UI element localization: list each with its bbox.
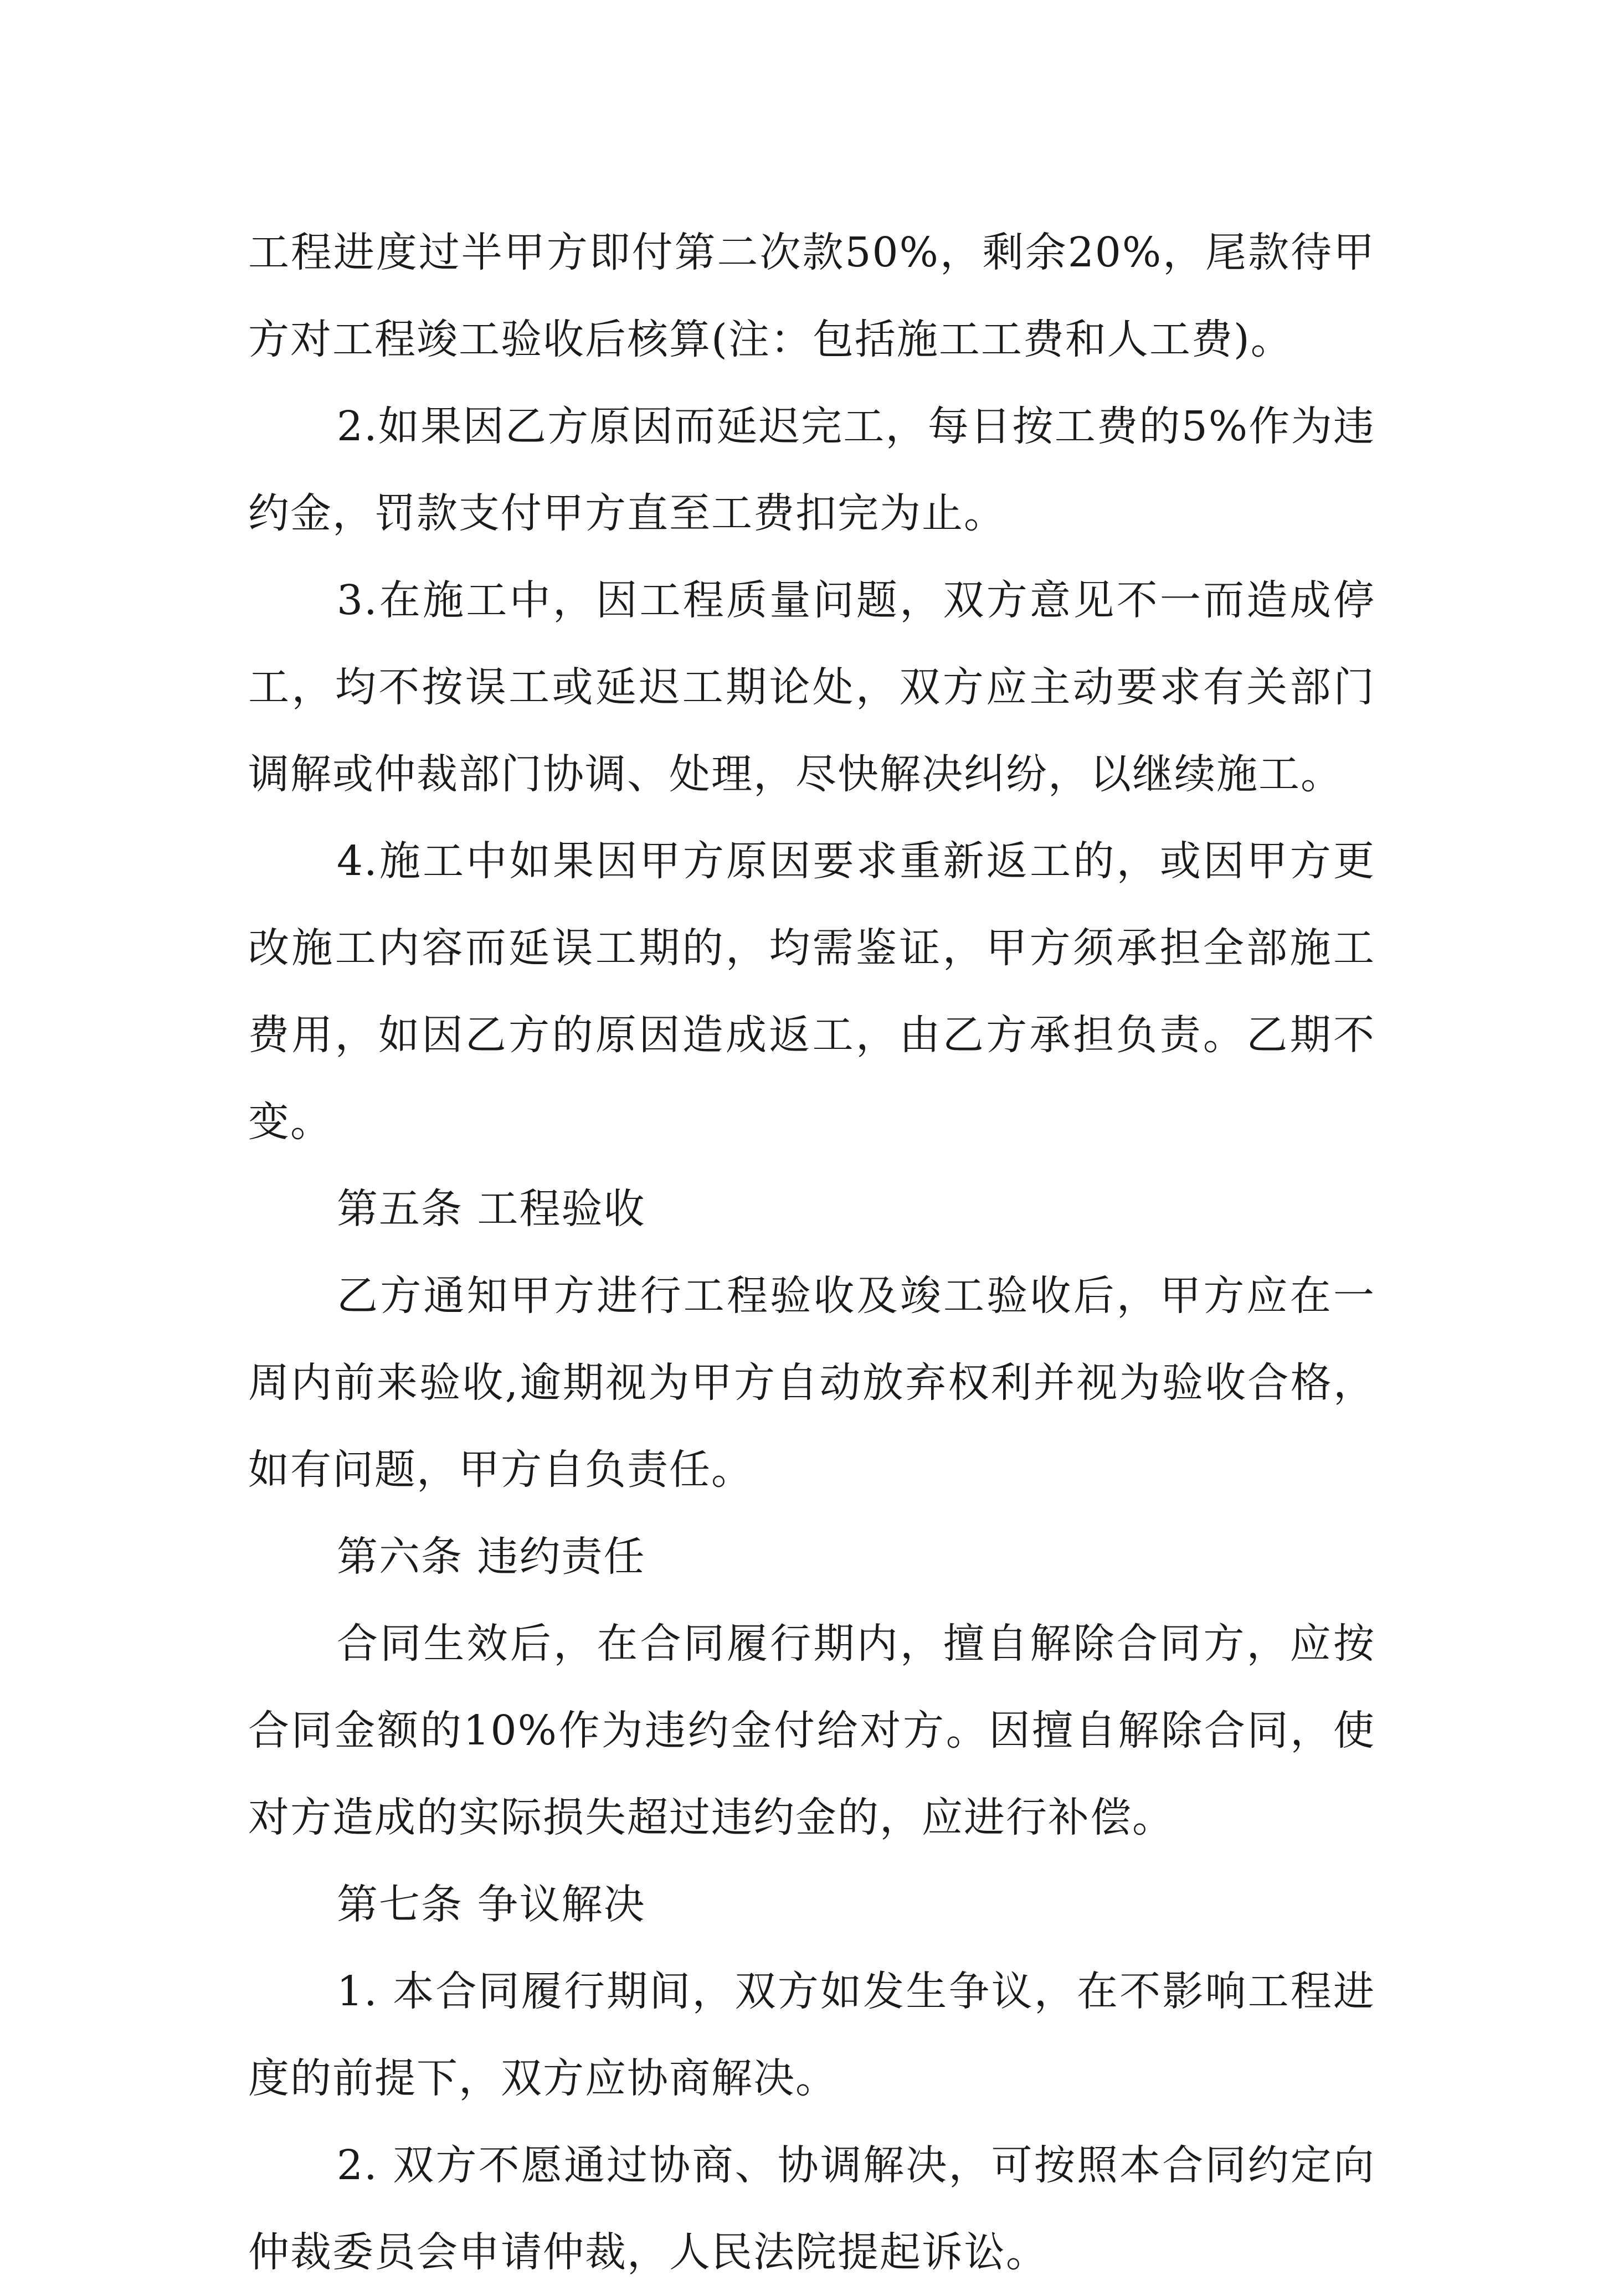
- paragraph-breach: 合同生效后，在合同履行期内，擅自解除合同方，应按合同金额的10%作为违约金付给对方。因擅自解除合同，使对方造成的实际损失超过违约金的，应进行补偿。: [248, 1620, 1375, 1841]
- paragraph-quality-dispute: 3.在施工中，因工程质量问题，双方意见不一而造成停工，均不按误工或延迟工期论处，双方应主动要求有关部门调解或仲裁部门协调、处理，尽快解决纠纷，以继续施工。: [248, 576, 1375, 798]
- document-body: [248, 209, 1375, 2296]
- paragraph-dispute-arbitration: 2. 双方不愿通过协商、协调解决，可按照本合同约定向仲裁委员会申请仲裁，人民法院提起诉讼。: [248, 2141, 1375, 2276]
- heading-article-5: 第五条 工程验收: [337, 1185, 646, 1233]
- heading-article-7: 第七条 争议解决: [337, 1881, 646, 1928]
- paragraph-acceptance: 乙方通知甲方进行工程验收及竣工验收后，甲方应在一周内前来验收,逾期视为甲方自动放弃权利并视为验收合格，如有问题，甲方自负责任。: [248, 1272, 1375, 1494]
- paragraph-rework: 4.施工中如果因甲方原因要求重新返工的，或因甲方更改施工内容而延误工期的，均需鉴证，甲方须承担全部施工费用，如因乙方的原因造成返工，由乙方承担负责。乙期不变。: [248, 837, 1375, 1146]
- heading-article-6: 第六条 违约责任: [337, 1533, 646, 1581]
- paragraph-payment-schedule: 工程进度过半甲方即付第二次款50%，剩余20%，尾款待甲方对工程竣工验收后核算(注：包括施工工费和人工费)。: [248, 229, 1375, 363]
- paragraph-dispute-negotiation: 1. 本合同履行期间，双方如发生争议，在不影响工程进度的前提下，双方应协商解决。: [248, 1968, 1375, 2102]
- paragraph-delay-penalty: 2.如果因乙方原因而延迟完工，每日按工费的5%作为违约金，罚款支付甲方直至工费扣完为止。: [248, 403, 1375, 537]
